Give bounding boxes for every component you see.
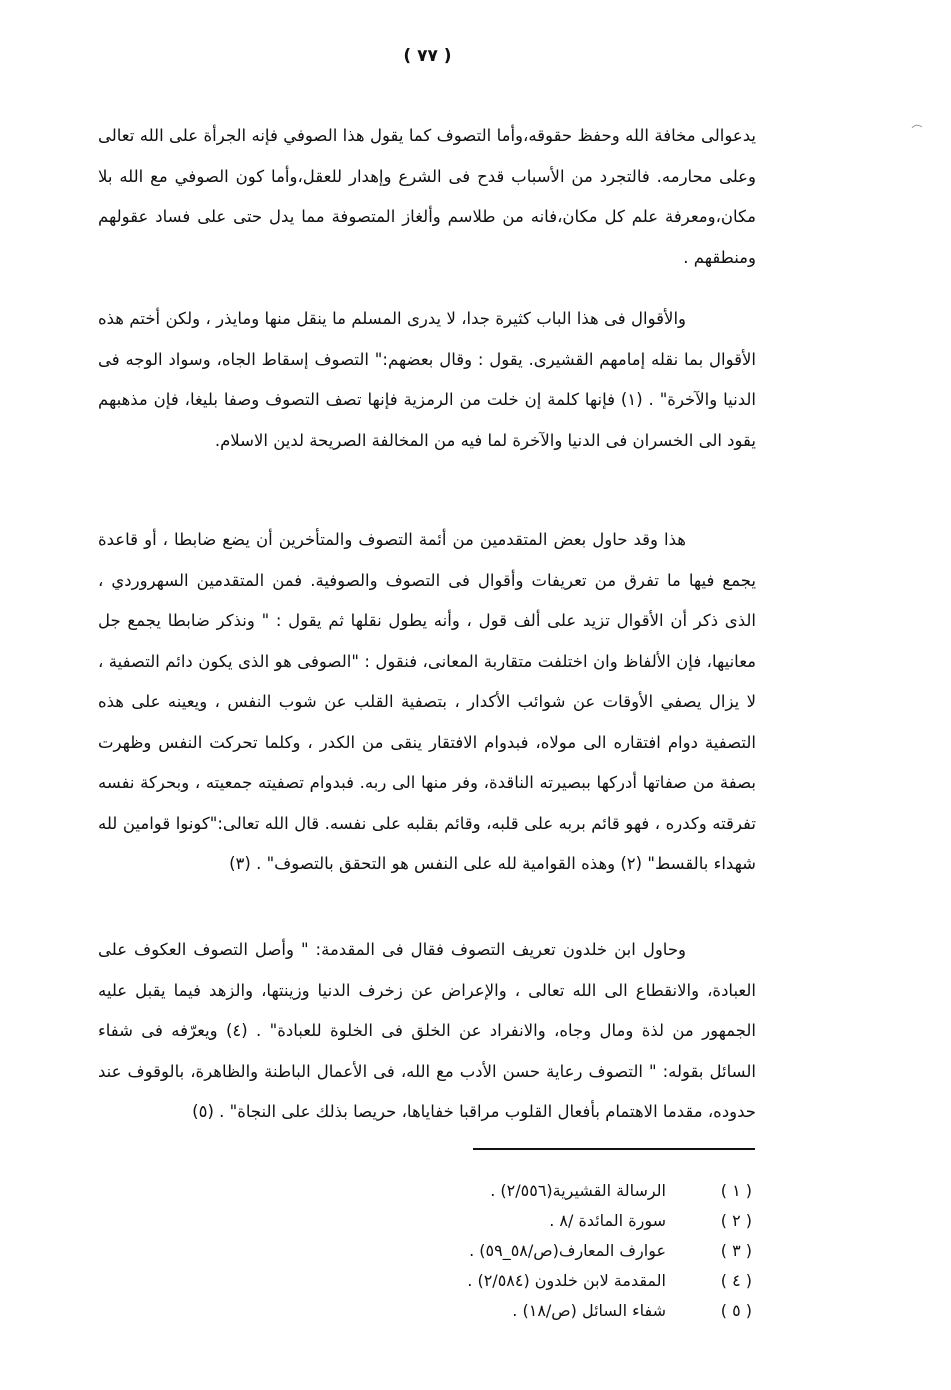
footnote-item bbox=[400, 1176, 752, 1206]
paragraph-2 bbox=[98, 299, 756, 461]
footnote-text: شفاء السائل (ص/١٨) . bbox=[512, 1301, 666, 1320]
footnote-item bbox=[400, 1206, 752, 1236]
footnote-number: ( ٣ ) bbox=[720, 1241, 752, 1260]
paragraph-text: هذا وقد حاول بعض المتقدمين من أئمة التصوف والمتأخرين أن يضع ضابطا ، أو قاعدة يجمع فيها ما تفرق من تعريفات وأقوال فى التصوف والصوفية. فمن المتقدمين السهروردي ، الذى ذكر أن الأقوال تزيد على ألف قول ، وأنه يطول نقلها ثم يقول : " ونذكر ضابطا يجمع جل معانيها، فإن الألفاظ وان اختلفت متقاربة المعانى، فنقول : "الصوفى هو الذى يكون دائم التصفية ، لا يزال يصفي الأوقات عن شوائب الأكدار ، بتصفية القلب عن شوب النفس ، ويعينه على هذه التصفية دوام افتقاره الى مولاه، فبدوام الافتقار ينقى من الكدر ، وكلما تحركت النفس وظهرت بصفة من صفاتها أدركها ببصيرته الناقدة، وفر منها الى ربه. فبدوام تصفيته جمعيته ، وبحركة نفسه تفرقته وكدره ، فهو قائم بربه على قلبه، وقائم بقلبه على نفسه. قال الله تعالى:"كونوا قوامين لله شهداء بالقسط" (٢) وهذه القوامية لله على النفس هو التحقق بالتصوف" . (٣) bbox=[98, 530, 756, 873]
footnote-item bbox=[400, 1266, 752, 1296]
footnote-item bbox=[400, 1296, 752, 1326]
footnote-item bbox=[400, 1236, 752, 1266]
paragraph-4 bbox=[98, 930, 756, 1133]
paragraph-text: وحاول ابن خلدون تعريف التصوف فقال فى المقدمة: " وأصل التصوف العكوف على العبادة، والانقطاع الى الله تعالى ، والإعراض عن زخرف الدنيا وزينتها، والزهد فيما يقبل عليه الجمهور من لذة ومال وجاه، والانفراد عن الخلق فى الخلوة للعبادة" . (٤) ويعرّفه فى شفاء السائل بقوله: " التصوف رعاية حسن الأدب مع الله، فى الأعمال الباطنة والظاهرة، بالوقوف عند حدوده، مقدما الاهتمام بأفعال القلوب مراقبا خفاياها، حريصا بذلك على النجاة" . (٥) bbox=[98, 940, 756, 1121]
footnote-text: عوارف المعارف(ص/٥٨_٥٩) . bbox=[469, 1241, 666, 1260]
paragraph-3 bbox=[98, 520, 756, 885]
paragraph-text: والأقوال فى هذا الباب كثيرة جدا، لا يدرى المسلم ما ينقل منها ومايذر ، ولكن أختم هذه الأقوال بما نقله إمامهم القشيرى. يقول : وقال بعضهم:" التصوف إسقاط الجاه، وسواد الوجه فى الدنيا والآخرة" . (١) فإنها كلمة إن خلت من الرمزية فإنها تصف التصوف وصفا بليغا، فإن مذهبهم يقود الى الخسران فى الدنيا والآخرة لما فيه من المخالفة الصريحة لدين الاسلام. bbox=[98, 309, 756, 450]
footnote-text: المقدمة لابن خلدون (٢/٥٨٤) . bbox=[467, 1271, 666, 1290]
page-number: ( ٧٧ ) bbox=[403, 46, 452, 66]
footnote-number: ( ١ ) bbox=[720, 1181, 752, 1200]
footnote-text: الرسالة القشيرية(٢/٥٥٦) . bbox=[490, 1181, 666, 1200]
scan-speck-icon bbox=[910, 122, 924, 132]
footnote-text: سورة المائدة /٨ . bbox=[549, 1211, 666, 1230]
footnote-separator bbox=[473, 1148, 755, 1150]
paragraph-text: يدعوالى مخافة الله وحفظ حقوقه،وأما التصوف كما يقول هذا الصوفي فإنه الجرأة على الله تعالى وعلى محارمه. فالتجرد من الأسباب قدح فى الشرع وإهدار للعقل،وأما كون الصوفي مع الله بلا مكان،ومعرفة علم كل مكان،فانه من طلاسم وألغاز المتصوفة مما يدل حتى على فساد عقولهم ومنطقهم . bbox=[98, 126, 756, 267]
paragraph-1 bbox=[98, 116, 756, 278]
footnote-number: ( ٢ ) bbox=[720, 1211, 752, 1230]
footnote-number: ( ٥ ) bbox=[720, 1301, 752, 1320]
footnotes bbox=[400, 1176, 752, 1326]
footnote-number: ( ٤ ) bbox=[720, 1271, 752, 1290]
